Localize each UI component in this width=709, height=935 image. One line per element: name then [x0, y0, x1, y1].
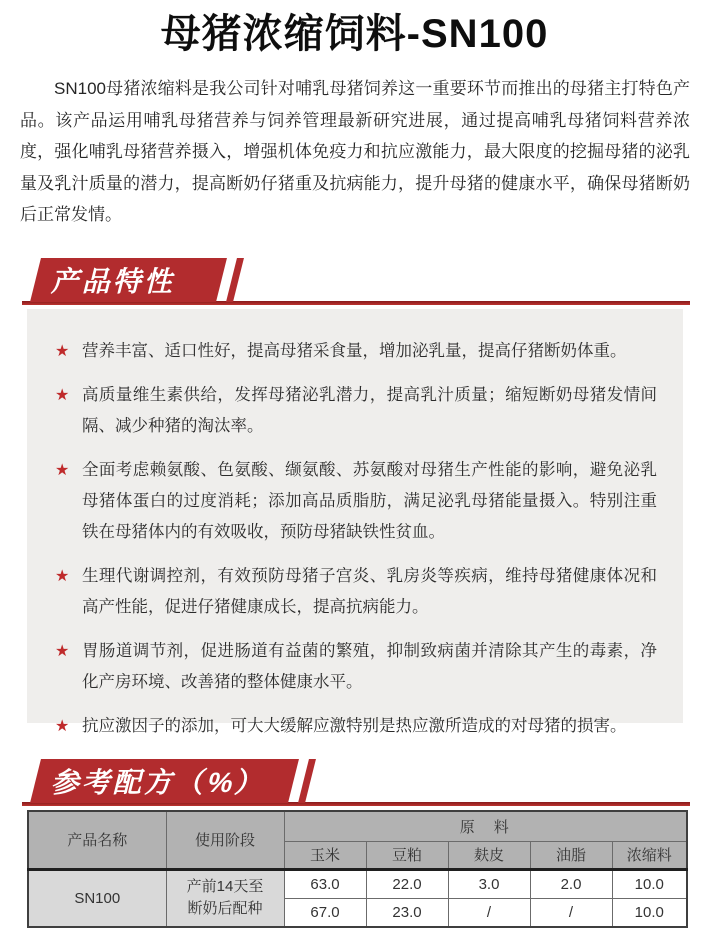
value-cell: 23.0	[366, 898, 448, 927]
star-icon: ★	[55, 343, 70, 360]
col-header-stage: 使用阶段	[166, 811, 284, 869]
value-cell: /	[530, 898, 612, 927]
ribbon-shape	[30, 258, 227, 302]
feature-text: 营养丰富、适口性好，提高母猪采食量，增加泌乳量，提高仔猪断奶体重。	[82, 342, 627, 360]
stage-cell	[166, 869, 284, 927]
value-cell: 10.0	[612, 898, 687, 927]
feature-text: 抗应激因子的添加，可大大缓解应激特别是热应激所造成的对母猪的损害。	[82, 717, 627, 735]
formula-section-heading: 参考配方（%）	[49, 767, 271, 798]
col-header-corn: 玉米	[284, 841, 366, 869]
section-banner-formula	[22, 759, 690, 806]
formula-table	[27, 810, 688, 928]
feature-item	[55, 336, 657, 367]
star-icon: ★	[55, 387, 70, 404]
col-group-header-ingredients: 原 料	[284, 811, 687, 841]
star-icon: ★	[55, 643, 70, 660]
star-icon: ★	[55, 718, 70, 735]
col-header-soybean-meal: 豆粕	[366, 841, 448, 869]
feature-item	[55, 380, 657, 442]
value-cell: 10.0	[612, 869, 687, 898]
feature-text: 全面考虑赖氨酸、色氨酸、缬氨酸、苏氨酸对母猪生产性能的影响，避免泌乳母猪体蛋白的过度消耗；添加高品质脂肪，满足泌乳母猪能量摄入。特别注重铁在母猪体内的有效吸收，预防母猪缺铁性贫血。	[82, 461, 657, 541]
product-name-cell: SN100	[28, 869, 166, 927]
feature-text: 高质量维生素供给，发挥母猪泌乳潜力，提高乳汁质量；缩短断奶母猪发情间隔、减少种猪的淘汰率。	[82, 386, 657, 435]
col-header-oil: 油脂	[530, 841, 612, 869]
page-title: 母猪浓缩饲料-SN100	[160, 12, 549, 56]
feature-item	[55, 636, 657, 698]
col-header-wheat-bran: 麸皮	[448, 841, 530, 869]
features-list	[55, 336, 657, 742]
feature-text: 胃肠道调节剂，促进肠道有益菌的繁殖，抑制致病菌并清除其产生的毒素，净化产房环境、改善猪的整体健康水平。	[82, 642, 657, 691]
stage-line: 断奶后配种	[187, 900, 263, 918]
ribbon-shape	[30, 759, 299, 803]
value-cell: /	[448, 898, 530, 927]
value-cell: 3.0	[448, 869, 530, 898]
feature-text: 生理代谢调控剂，有效预防母猪子宫炎、乳房炎等疾病，维持母猪健康体况和高产性能，促进仔猪健康成长，提高抗病能力。	[82, 567, 657, 616]
value-cell: 67.0	[284, 898, 366, 927]
col-header-product-name: 产品名称	[28, 811, 166, 869]
value-cell: 22.0	[366, 869, 448, 898]
feature-item	[55, 455, 657, 548]
value-cell: 2.0	[530, 869, 612, 898]
star-icon: ★	[55, 568, 70, 585]
table-row	[28, 869, 687, 898]
col-header-concentrate: 浓缩料	[612, 841, 687, 869]
features-box	[27, 309, 683, 735]
features-section-heading: 产品特性	[49, 266, 181, 297]
stage-line: 产前14天至	[186, 878, 264, 896]
intro-paragraph: SN100母猪浓缩料是我公司针对哺乳母猪饲养这一重要环节而推出的母猪主打特色产品。该产品运用哺乳母猪营养与饲养管理最新研究进展，通过提高哺乳母猪饲料营养浓度，强化哺乳母猪营养摄入，增强机体免疫力和抗应激能力，最大限度的挖掘母猪的泌乳量及乳汁质量的潜力，提高断奶仔猪重及抗病能力，提升母猪的健康水平，确保母猪断奶后正常发情。	[20, 79, 690, 224]
ribbon-accent-stripe	[226, 258, 244, 302]
value-cell: 63.0	[284, 869, 366, 898]
feature-item	[55, 561, 657, 623]
feature-item	[55, 711, 657, 742]
ribbon-accent-stripe	[298, 759, 316, 803]
star-icon: ★	[55, 462, 70, 479]
section-banner-features	[22, 258, 690, 305]
